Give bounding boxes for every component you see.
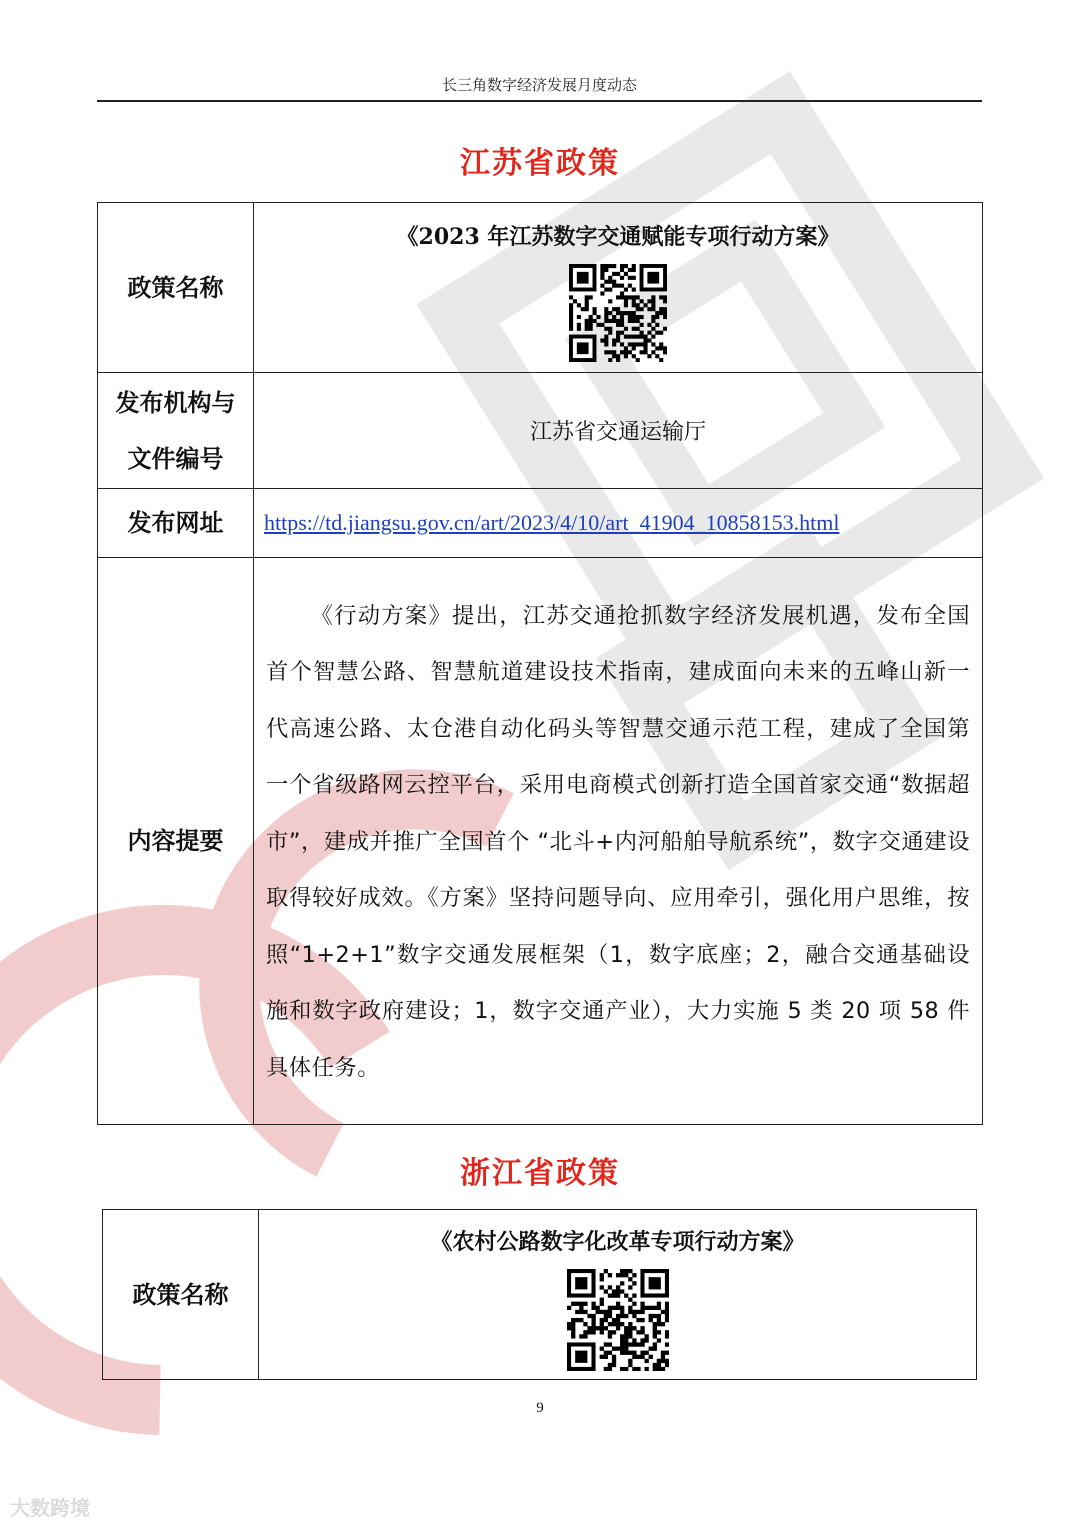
qr-code-icon[interactable] <box>569 264 667 362</box>
table-row-issuer <box>98 373 983 489</box>
policy-table-zhejiang <box>102 1209 977 1380</box>
issuer-label <box>98 373 254 489</box>
section-title-zhejiang: 浙江省政策 <box>460 1156 620 1191</box>
policy-name-cell <box>259 1210 977 1380</box>
policy-table-jiangsu <box>97 202 983 1125</box>
issuer-label-line2: 文件编号 <box>127 444 224 473</box>
qr-code-icon[interactable] <box>567 1269 669 1371</box>
policy-name: 《农村公路数字化改革专项行动方案》 <box>430 1228 805 1255</box>
bottom-brand-watermark: 大数跨境 <box>10 1496 90 1520</box>
section-title-jiangsu: 江苏省政策 <box>460 146 620 181</box>
url-cell <box>254 489 983 558</box>
issuer-label-line1: 发布机构与 <box>115 388 236 417</box>
policy-name: 《2023 年江苏数字交通赋能专项行动方案》 <box>396 223 840 250</box>
url-label: 发布网址 <box>98 489 254 558</box>
issuer-value: 江苏省交通运输厅 <box>254 373 983 489</box>
table-row-policy-name <box>103 1210 977 1380</box>
summary-cell <box>254 558 983 1125</box>
page-header <box>97 72 982 102</box>
policy-name-label: 政策名称 <box>103 1210 259 1380</box>
policy-url-link[interactable]: https://td.jiangsu.gov.cn/art/2023/4/10/art_41904_10858153.html <box>264 510 840 535</box>
header-title: 长三角数字经济发展月度动态 <box>441 76 637 94</box>
table-row-url <box>98 489 983 558</box>
policy-name-label: 政策名称 <box>98 203 254 373</box>
policy-name-cell <box>254 203 983 373</box>
page-number: 9 <box>536 1400 544 1416</box>
summary-label: 内容提要 <box>98 558 254 1125</box>
summary-text: 《行动方案》提出，江苏交通抢抓数字经济发展机遇，发布全国首个智慧公路、智慧航道建设技术指南，建成面向未来的五峰山新一代高速公路、太仓港自动化码头等智慧交通示范工程，建成了全国第一个省级路网云控平台，采用电商模式创新打造全国首家交通“数据超市”，建成并推广全国首个 “北斗+内河船舶导航系统”，数字交通建设取得较好成效。《方案》坚持问题导向、应用牵引，强化用户思维，按照“1+2+1”数字交通发展框架（1，数字底座；2，融合交通基础设施和数字政府建设；1，数字交通产业），大力实施 5 类 20 项 58 件具体任务。 <box>266 602 970 1081</box>
table-row-summary <box>98 558 983 1125</box>
table-row-policy-name <box>98 203 983 373</box>
